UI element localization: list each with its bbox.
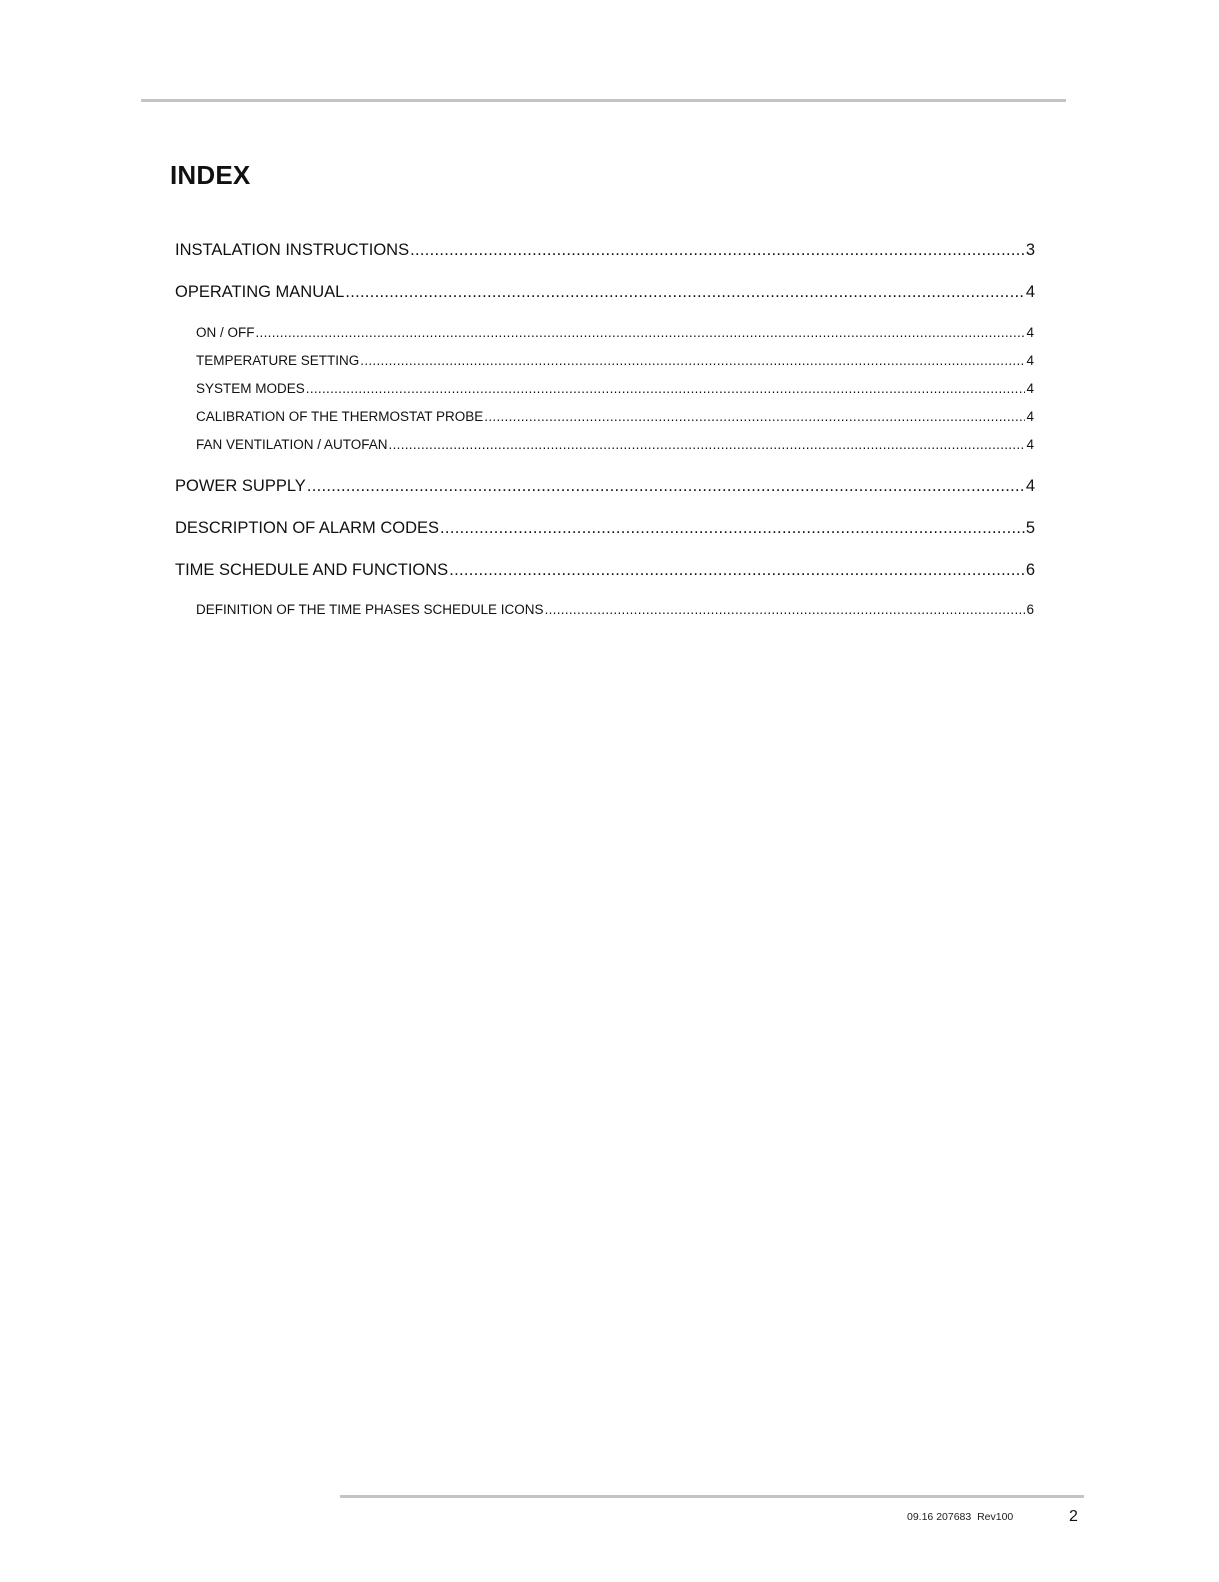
toc-dot-leader [440, 519, 1025, 538]
toc-dot-leader [410, 241, 1025, 260]
page-number: 2 [1069, 1508, 1078, 1525]
toc-dot-leader [360, 353, 1025, 368]
page-title: INDEX [170, 160, 251, 190]
toc-entry-page: 4 [1025, 477, 1035, 495]
toc-dot-leader [256, 325, 1026, 340]
toc-entry-label: OPERATING MANUAL [175, 283, 345, 301]
toc-entry-page: 3 [1025, 241, 1035, 259]
toc-entry-label: TIME SCHEDULE AND FUNCTIONS [175, 561, 449, 579]
toc-entry-time-phases-icons[interactable] [196, 602, 1034, 620]
toc-entry-page: 6 [1025, 561, 1035, 579]
toc-entry-time-schedule[interactable] [175, 561, 1035, 583]
toc-entry-calibration-probe[interactable] [196, 409, 1034, 427]
toc-entry-page: 6 [1026, 602, 1034, 617]
toc-entry-page: 4 [1026, 353, 1034, 368]
toc-dot-leader [545, 602, 1026, 617]
toc-dot-leader [484, 409, 1025, 424]
toc-entry-page: 4 [1026, 325, 1034, 340]
toc-dot-leader [307, 477, 1025, 496]
toc-dot-leader [345, 283, 1025, 302]
toc-entry-fan-ventilation[interactable] [196, 437, 1034, 455]
toc-dot-leader [389, 437, 1026, 452]
toc-entry-label: FAN VENTILATION / AUTOFAN [196, 437, 388, 452]
toc-entry-page: 4 [1026, 381, 1034, 396]
toc-entry-alarm-codes[interactable] [175, 519, 1035, 541]
toc-entry-on-off[interactable] [196, 325, 1034, 343]
footer-rule [340, 1495, 1084, 1498]
toc-entry-page: 4 [1026, 437, 1034, 452]
toc-entry-label: TEMPERATURE SETTING [196, 353, 360, 368]
toc-dot-leader [449, 561, 1025, 580]
toc-entry-page: 4 [1026, 409, 1034, 424]
toc-entry-label: DESCRIPTION OF ALARM CODES [175, 519, 440, 537]
toc-entry-page: 5 [1025, 519, 1035, 537]
toc-entry-instalation-instructions[interactable] [175, 241, 1035, 263]
toc-entry-temperature-setting[interactable] [196, 353, 1034, 371]
toc-entry-operating-manual[interactable] [175, 283, 1035, 305]
document-code: 09.16 207683 Rev100 [907, 1511, 1014, 1523]
toc-entry-label: POWER SUPPLY [175, 477, 306, 495]
toc-entry-system-modes[interactable] [196, 381, 1034, 399]
toc-entry-label: CALIBRATION OF THE THERMOSTAT PROBE [196, 409, 484, 424]
toc-entry-label: ON / OFF [196, 325, 255, 340]
toc-entry-label: SYSTEM MODES [196, 381, 305, 396]
toc-dot-leader [306, 381, 1026, 396]
toc-entry-label: DEFINITION OF THE TIME PHASES SCHEDULE ICONS [196, 602, 544, 617]
toc-entry-label: INSTALATION INSTRUCTIONS [175, 241, 410, 259]
toc-entry-power-supply[interactable] [175, 477, 1035, 499]
toc-entry-page: 4 [1025, 283, 1035, 301]
